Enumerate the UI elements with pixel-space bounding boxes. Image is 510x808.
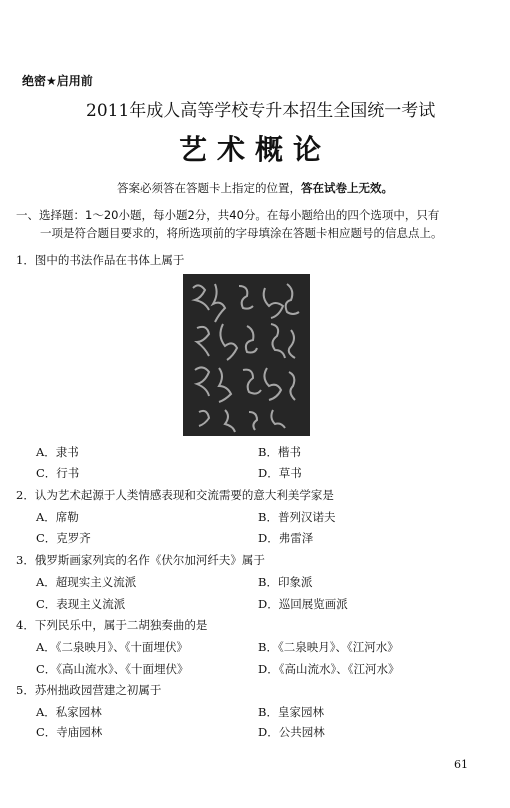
question-2-stem: 2．认为艺术起源于人类情感表现和交流需要的意大利美学家是 — [16, 488, 334, 502]
instruction-emphasis: 答在试卷上无效。 — [301, 181, 393, 195]
exam-title: 2011年成人高等学校专升本招生全国统一考试 — [86, 101, 436, 121]
subject-title: 艺术概论 — [178, 133, 331, 166]
question-4-option-b: B．《二泉映月》、《江河水》 — [258, 640, 399, 654]
question-5-option-a: A．私家园林 — [36, 705, 102, 719]
question-5-option-d: D．公共园林 — [258, 725, 325, 739]
question-1-stem: 1．图中的书法作品在书体上属于 — [16, 253, 185, 267]
question-5-option-b: B．皇家园林 — [258, 705, 324, 719]
question-3-option-d: D．巡回展览画派 — [258, 597, 348, 611]
instruction-text: 答案必须答在答题卡上指定的位置， — [117, 181, 301, 195]
calligraphy-image — [183, 274, 310, 436]
question-2-option-d: D．弗雷泽 — [258, 531, 314, 545]
question-1-option-b: B．楷书 — [258, 445, 301, 459]
question-4-option-c: C．《高山流水》、《十面埋伏》 — [36, 662, 189, 676]
question-1-option-a: A．隶书 — [36, 445, 79, 459]
question-4-stem: 4．下列民乐中，属于二胡独奏曲的是 — [16, 618, 208, 632]
question-5-stem: 5．苏州拙政园营建之初属于 — [16, 683, 162, 697]
question-2-option-b: B．普列汉诺夫 — [258, 510, 336, 524]
instruction — [0, 180, 510, 196]
question-3-option-c: C．表现主义流派 — [36, 597, 126, 611]
question-2-option-a: A．席勒 — [36, 510, 79, 524]
question-4-option-d: D．《高山流水》、《江河水》 — [258, 662, 400, 676]
section-heading-line-2: 一项是符合题目要求的，将所选项前的字母填涂在答题卡相应题号的信息点上。 — [40, 226, 443, 240]
question-1-option-c: C．行书 — [36, 466, 80, 480]
question-4-option-a: A．《二泉映月》、《十面埋伏》 — [36, 640, 189, 654]
question-3-option-a: A．超现实主义流派 — [36, 575, 137, 589]
section-heading-line-1: 一、选择题：1～20小题，每小题2分，共40分。在每小题给出的四个选项中，只有 — [16, 208, 440, 222]
question-1-option-d: D．草书 — [258, 466, 302, 480]
secret-mark: 绝密★启用前 — [22, 74, 93, 88]
question-3-stem: 3．俄罗斯画家列宾的名作《伏尔加河纤夫》属于 — [16, 553, 265, 567]
question-2-option-c: C．克罗齐 — [36, 531, 91, 545]
page-number: 61 — [454, 758, 468, 771]
calligraphy-strokes — [183, 274, 310, 436]
question-3-option-b: B．印象派 — [258, 575, 313, 589]
question-5-option-c: C．寺庙园林 — [36, 725, 103, 739]
